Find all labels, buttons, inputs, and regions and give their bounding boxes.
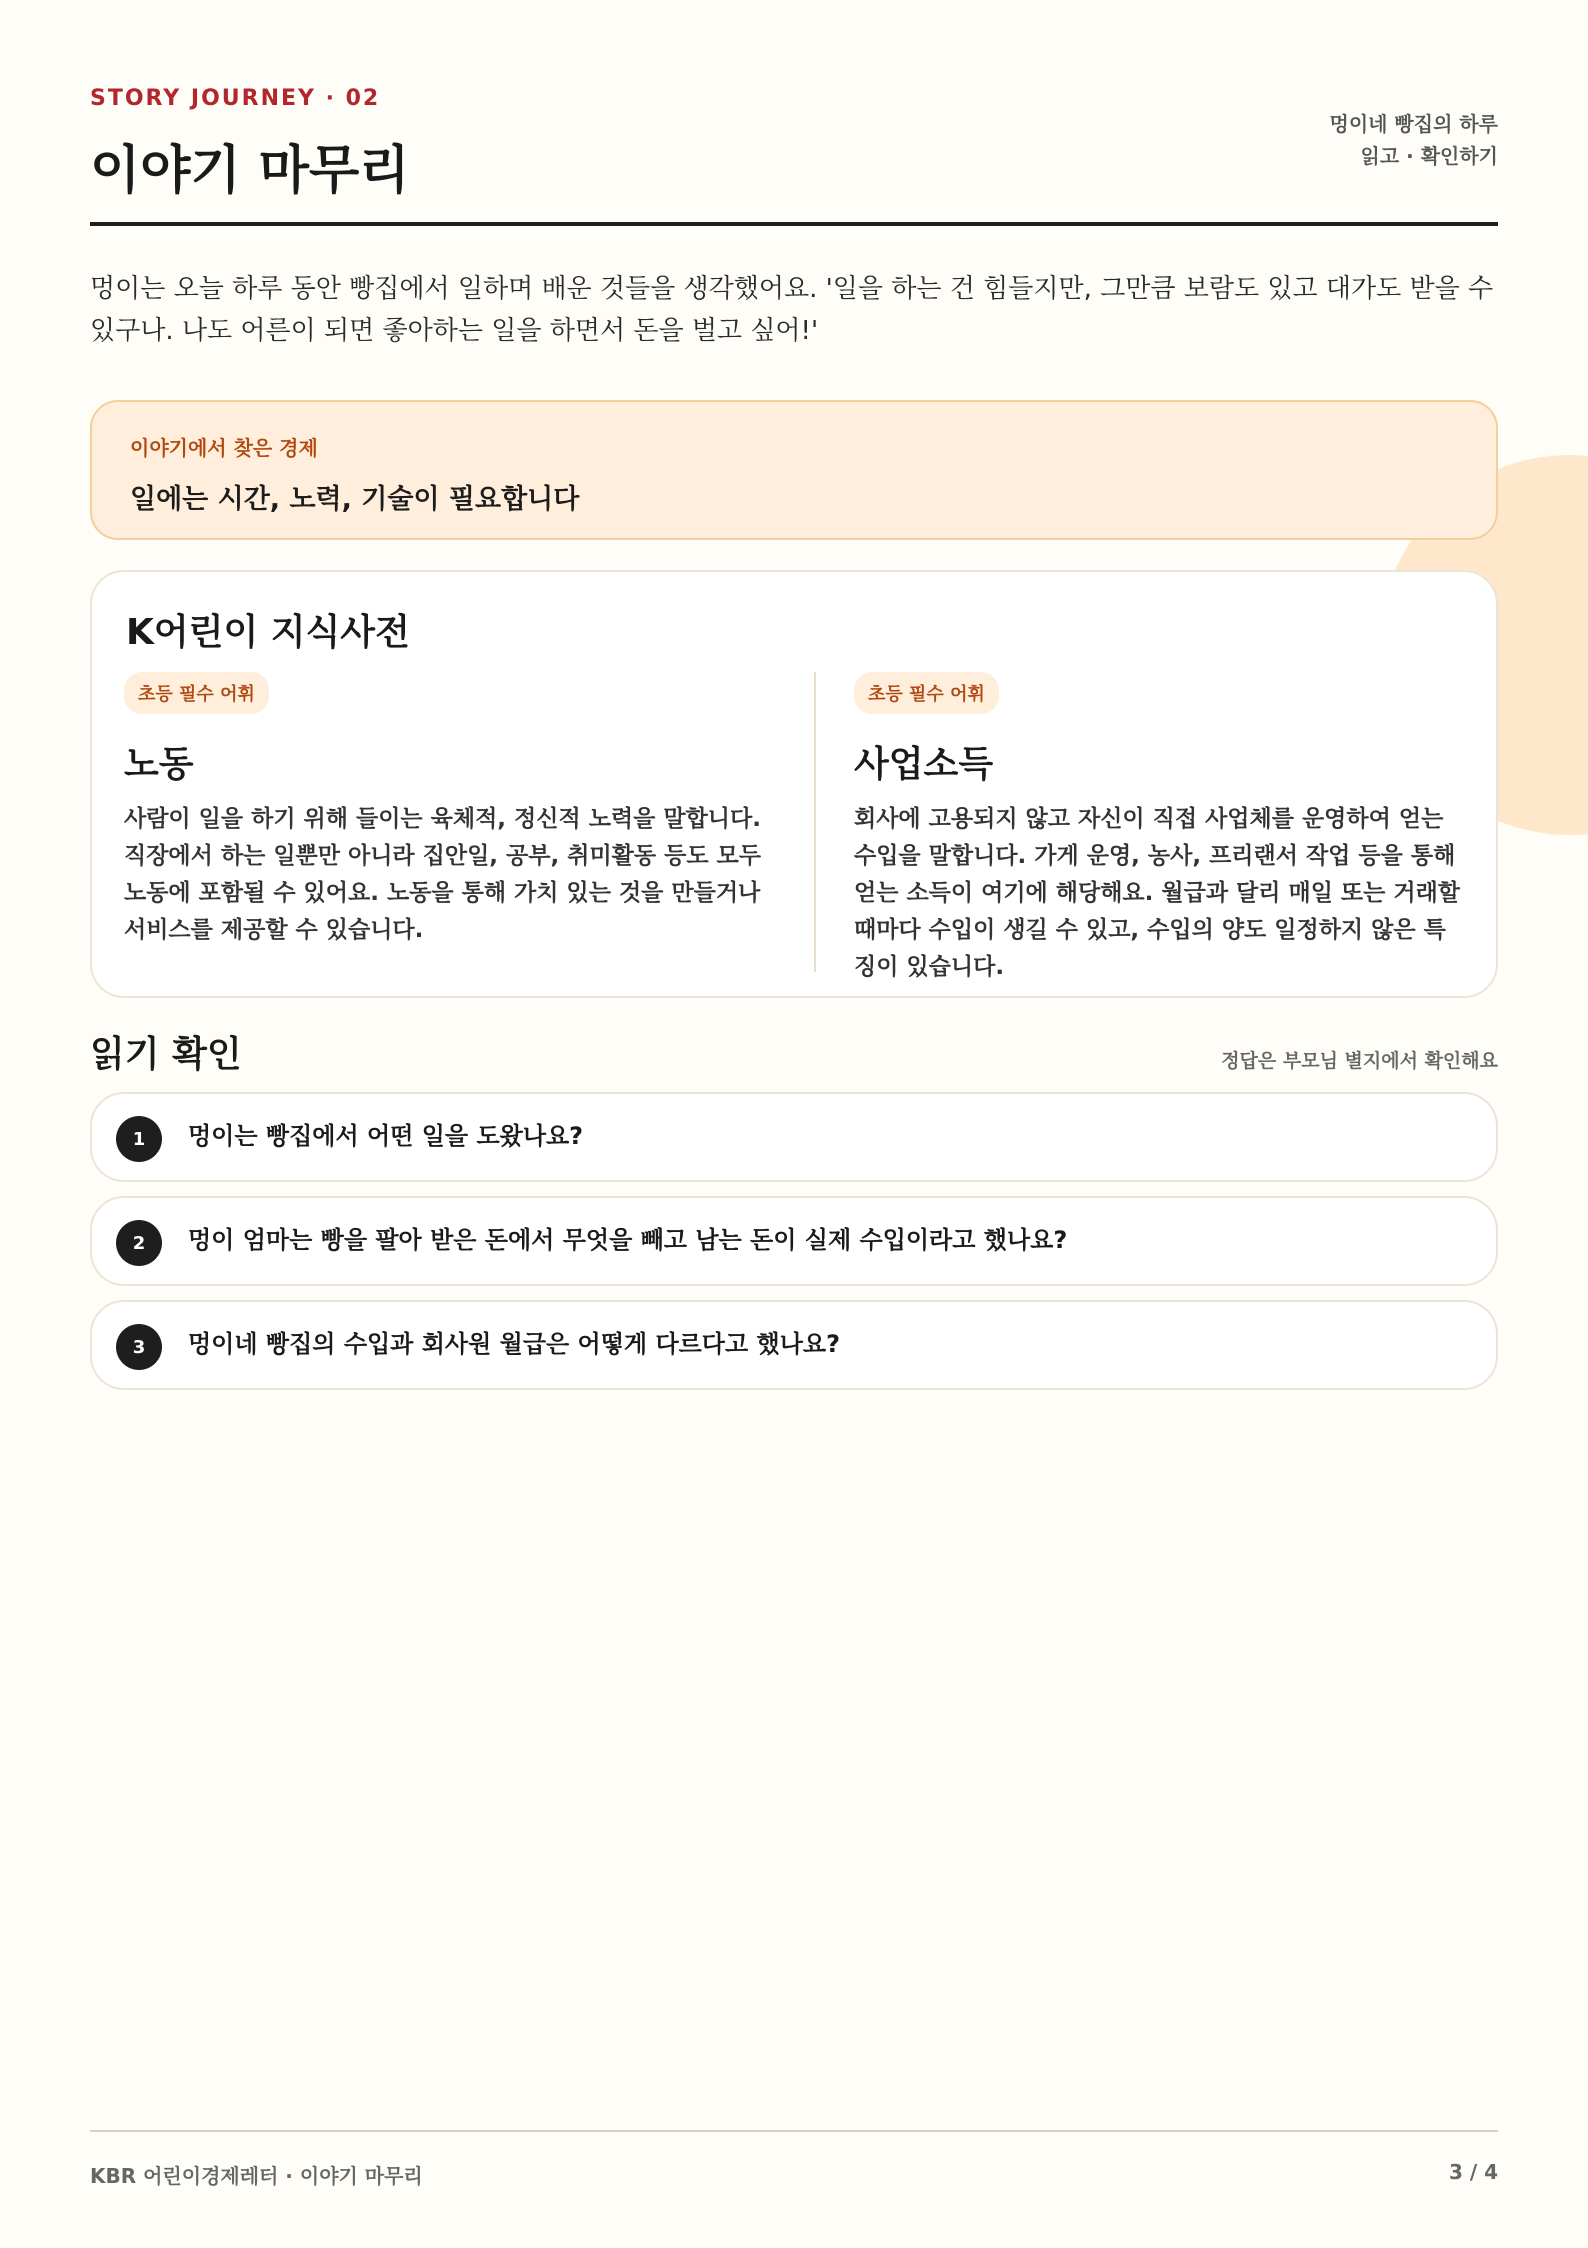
question-number: 1 bbox=[116, 1116, 162, 1162]
economy-callout bbox=[90, 400, 1498, 540]
question-number: 3 bbox=[116, 1324, 162, 1370]
question-text: 멍이 엄마는 빵을 팔아 받은 돈에서 무엇을 빼고 남는 돈이 실제 수입이라고 했나요? bbox=[188, 1226, 1068, 1254]
section-subtitle: 읽고 · 확인하기 bbox=[1360, 144, 1498, 168]
footer-publication: KBR 어린이경제레터 · 이야기 마무리 bbox=[90, 2164, 423, 2188]
footer-divider bbox=[90, 2130, 1498, 2132]
dictionary-term: 노동 bbox=[124, 744, 194, 785]
question-card bbox=[90, 1196, 1498, 1286]
dictionary-entry bbox=[854, 672, 1464, 986]
question-text: 멍이네 빵집의 수입과 회사원 월급은 어떻게 다르다고 했나요? bbox=[188, 1330, 841, 1358]
column-divider bbox=[814, 672, 816, 972]
reading-check-title: 읽기 확인 bbox=[90, 1034, 242, 1075]
story-eyebrow: STORY JOURNEY · 02 bbox=[90, 86, 381, 111]
page-title: 이야기 마무리 bbox=[90, 141, 410, 201]
dictionary-definition: 사람이 일을 하기 위해 들이는 육체적, 정신적 노력을 말합니다. 직장에서 하는 일뿐만 아니라 집안일, 공부, 취미활동 등도 모두 노동에 포함될 수 있어요. 노동을 통해 가치 있는 것을 만들거나 서비스를 제공할 수 있습니다. bbox=[124, 806, 761, 943]
vocab-badge: 초등 필수 어휘 bbox=[854, 672, 999, 714]
economy-callout-text: 일에는 시간, 노력, 기술이 필요합니다 bbox=[130, 484, 580, 515]
header-divider bbox=[90, 222, 1498, 226]
answer-note: 정답은 부모님 별지에서 확인해요 bbox=[1221, 1050, 1498, 1072]
vocab-badge: 초등 필수 어휘 bbox=[124, 672, 269, 714]
question-card bbox=[90, 1092, 1498, 1182]
story-name: 멍이네 빵집의 하루 bbox=[1329, 112, 1498, 136]
header-meta bbox=[1330, 108, 1499, 172]
dictionary-definition: 회사에 고용되지 않고 자신이 직접 사업체를 운영하여 얻는 수입을 말합니다. 가게 운영, 농사, 프리랜서 작업 등을 통해 얻는 소득이 여기에 해당해요. 월급과 달리 매일 또는 거래할 때마다 수입이 생길 수 있고, 수입의 양도 일정하지 않은 특징이 있습니다. bbox=[854, 806, 1461, 980]
question-number: 2 bbox=[116, 1220, 162, 1266]
question-text: 멍이는 빵집에서 어떤 일을 도왔나요? bbox=[188, 1122, 584, 1150]
intro-paragraph: 멍이는 오늘 하루 동안 빵집에서 일하며 배운 것들을 생각했어요. '일을 하는 건 힘들지만, 그만큼 보람도 있고 대가도 받을 수 있구나. 나도 어른이 되면 좋아하는 일을 하면서 돈을 벌고 싶어!' bbox=[90, 274, 1494, 346]
dictionary-entry bbox=[124, 672, 764, 949]
dictionary-title: K어린이 지식사전 bbox=[126, 612, 410, 653]
page-number: 3 / 4 bbox=[1448, 2160, 1498, 2184]
question-card bbox=[90, 1300, 1498, 1390]
dictionary-card bbox=[90, 570, 1498, 998]
dictionary-term: 사업소득 bbox=[854, 744, 994, 785]
economy-callout-label: 이야기에서 찾은 경제 bbox=[130, 436, 318, 460]
